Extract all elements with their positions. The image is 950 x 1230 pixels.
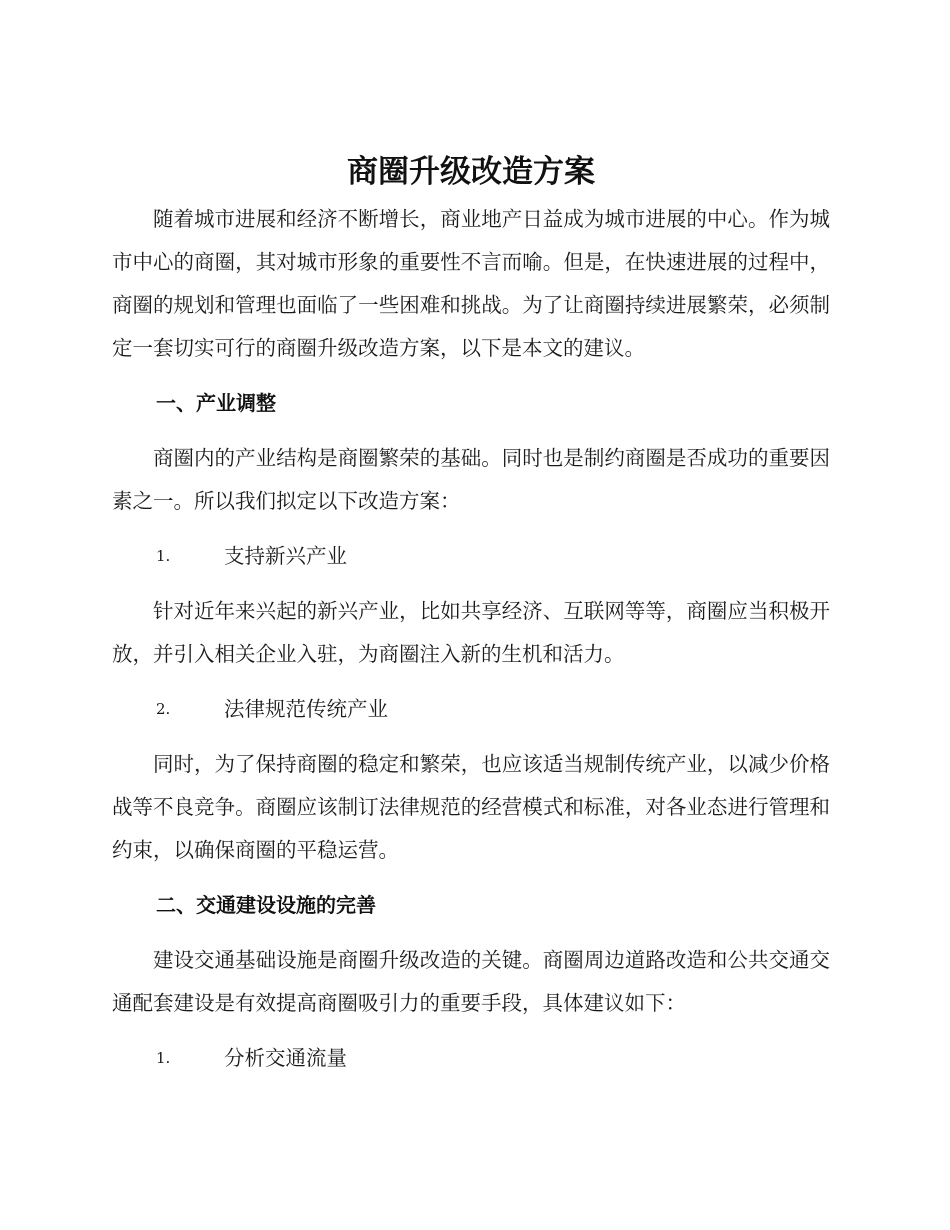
list-item-traditional-industry <box>112 688 830 731</box>
list-item-title: 法律规范传统产业 <box>224 697 388 721</box>
list-item-emerging-industry <box>112 535 830 578</box>
section1-intro-paragraph: 商圈内的产业结构是商圈繁荣的基础。同时也是制约商圈是否成功的重要因素之一。所以我们拟定以下改造方案： <box>112 446 830 513</box>
traditional-industry-paragraph: 同时，为了保持商圈的稳定和繁荣，也应该适当规制传统产业，以减少价格战等不良竞争。商圈应该制订法律规范的经营模式和标准，对各业态进行管理和约束，以确保商圈的平稳运营。 <box>112 752 830 862</box>
list-number: 2. <box>156 700 171 718</box>
intro-paragraph: 随着城市进展和经济不断增长，商业地产日益成为城市进展的中心。作为城市中心的商圈，其对城市形象的重要性不言而喻。但是，在快速进展的过程中，商圈的规划和管理也面临了一些困难和挑战。为了让商圈持续进展繁荣，必须制定一套切实可行的商圈升级改造方案，以下是本文的建议。 <box>112 207 830 360</box>
emerging-industry-paragraph: 针对近年来兴起的新兴产业，比如共享经济、互联网等等，商圈应当积极开放，并引入相关企业入驻，为商圈注入新的生机和活力。 <box>112 599 830 666</box>
document-body <box>112 150 830 1080</box>
section-heading-industry: 一、产业调整 <box>156 391 276 415</box>
list-number: 1. <box>156 1049 171 1067</box>
list-item-title: 支持新兴产业 <box>224 544 347 568</box>
section2-intro-paragraph: 建设交通基础设施是商圈升级改造的关键。商圈周边道路改造和公共交通交通配套建设是有效提高商圈吸引力的重要手段，具体建议如下： <box>112 948 830 1015</box>
section-heading-transport: 二、交通建设设施的完善 <box>156 893 376 917</box>
list-item-traffic-flow <box>112 1037 830 1080</box>
document-title: 商圈升级改造方案 <box>347 154 595 190</box>
list-item-title: 分析交通流量 <box>224 1046 347 1070</box>
list-number: 1. <box>156 547 171 565</box>
